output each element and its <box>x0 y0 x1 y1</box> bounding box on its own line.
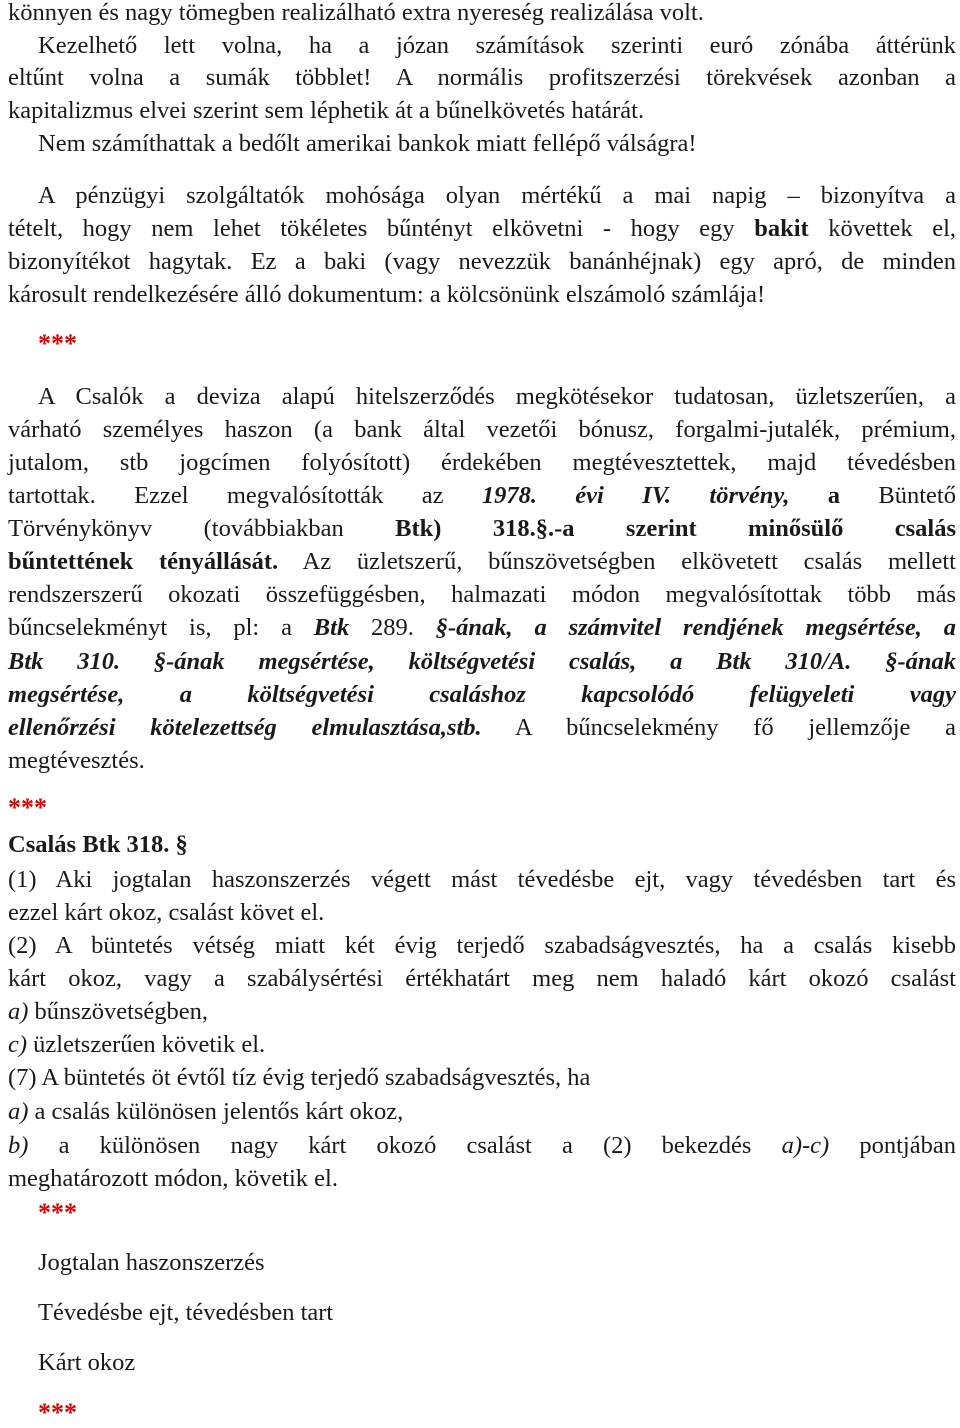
italic-span: c) <box>8 1031 28 1058</box>
text-line <box>8 1131 956 1161</box>
text-line <box>8 997 956 1027</box>
bold-italic-span: §-ának, a számvitel rendjének megsértése, a <box>435 614 956 641</box>
text-line: eltűnt volna a sumák többlet! A normális profitszerzési törekvések azonban a <box>8 64 956 91</box>
bold-span: §.-a szerint minősülő csalás <box>535 515 956 542</box>
text-line <box>8 1030 956 1060</box>
separator-stars: *** <box>38 329 77 358</box>
text-span: A bűncselekmény fő jellemzője a <box>481 714 956 741</box>
text-line <box>8 514 956 544</box>
text-span: tartottak. Ezzel megvalósították az <box>8 482 482 509</box>
bold-span: bűntettének tényállását. <box>8 548 279 575</box>
text-line: kapitalizmus elvei szerint sem léphetik át a bűnelkövetés határát. <box>8 97 645 124</box>
bold-italic-span: Btk <box>313 614 350 641</box>
text-line: megtévesztés. <box>8 747 145 774</box>
italic-span: a) <box>8 998 29 1025</box>
bold-span: bakit <box>754 215 809 242</box>
separator-stars: *** <box>38 1398 77 1427</box>
summary-item: Kárt okoz <box>38 1349 136 1376</box>
separator-stars: *** <box>38 1198 77 1227</box>
section-heading: Csalás Btk 318. § <box>8 831 188 858</box>
text-span: tételt, hogy nem lehet tökéletes bűntényt elkövetni - hogy egy <box>8 215 755 242</box>
text-line: könnyen és nagy tömegben realizálható extra nyereség realizálása volt. <box>8 0 704 26</box>
text-line <box>8 1097 956 1127</box>
italic-span: a)-c) <box>781 1132 830 1159</box>
text-line: Nem számíthattak a bedőlt amerikai bankok miatt fellépő válságra! <box>38 130 697 157</box>
text-line: rendszerszerű okozati összefüggésben, halmazati módon megvalósítottak több más <box>8 581 956 608</box>
text-span: pontjában <box>829 1132 956 1159</box>
text-line: ezzel kárt okoz, csalást követ el. <box>8 899 325 926</box>
text-line: (2) A büntetés vétség miatt két évig terjedő szabadságvesztés, ha a csalás kisebb <box>8 932 956 959</box>
bold-italic-span: 1978. évi IV. törvény, <box>481 482 790 509</box>
text-span: bűncselekményt is, pl: a <box>8 614 314 641</box>
text-line: várható személyes haszon (a bank által vezetői bónusz, forgalmi-jutalék, prémium, <box>8 416 956 443</box>
text-span: 289. <box>349 614 436 641</box>
text-line: A pénzügyi szolgáltatók mohósága olyan mértékű a mai napig – bizonyítva a <box>38 182 956 209</box>
text-line: Btk 310. §-ának megsértése, költségvetési csalás, a Btk 310/A. §-ának <box>8 648 956 675</box>
text-line: jutalom, stb jogcímen folyósított) érdekében megtévesztettek, majd tévedésben <box>8 449 956 476</box>
summary-item: Jogtalan haszonszerzés <box>38 1249 265 1276</box>
text-line <box>8 214 956 244</box>
text-line: bizonyítékot hagytak. Ez a baki (vagy nevezzük banánhéjnak) egy apró, de minden <box>8 248 956 275</box>
text-line: (7) A büntetés öt évtől tíz évig terjedő szabadságvesztés, ha <box>8 1064 591 1091</box>
text-span: Büntető <box>840 482 956 509</box>
text-line: károsult rendelkezésére álló dokumentum: a kölcsönünk elszámoló számlája! <box>8 281 766 308</box>
text-line <box>8 613 956 643</box>
text-span: követtek el, <box>808 215 956 242</box>
separator-stars: *** <box>8 793 47 822</box>
text-line: (1) Aki jogtalan haszonszerzés végett mást tévedésbe ejt, vagy tévedésben tart és <box>8 866 956 893</box>
text-span: Törvénykönyv (továbbiakban <box>8 515 396 542</box>
text-span: a különösen nagy kárt okozó csalást a (2) bekezdés <box>28 1132 782 1159</box>
summary-item: Tévedésbe ejt, tévedésben tart <box>38 1299 334 1326</box>
text-line: megsértése, a költségvetési csaláshoz kapcsolódó felügyeleti vagy <box>8 681 956 708</box>
text-span: bűnszövetségben, <box>28 998 209 1025</box>
text-line <box>8 481 956 511</box>
text-line <box>8 713 956 743</box>
italic-span: a) <box>8 1098 29 1125</box>
text-line: Kezelhető lett volna, ha a józan számítások szerinti euró zónába áttérünk <box>38 32 956 59</box>
bold-italic-span: ellenőrzési kötelezettség elmulasztása,stb. <box>8 714 482 741</box>
text-line: meghatározott módon, követik el. <box>8 1165 338 1192</box>
text-line: A Csalók a deviza alapú hitelszerződés megkötésekor tudatosan, üzletszerűen, a <box>38 383 956 410</box>
italic-span: b) <box>8 1132 29 1159</box>
text-span: a csalás különösen jelentős kárt okoz, <box>28 1098 404 1125</box>
bold-span: a <box>789 482 841 509</box>
text-span: Az üzletszerű, bűnszövetségben elkövetett csalás mellett <box>278 548 956 575</box>
text-line <box>8 547 956 577</box>
text-line: kárt okoz, vagy a szabálysértési értékhatárt meg nem haladó kárt okozó csalást <box>8 965 956 992</box>
text-span: üzletszerűen követik el. <box>27 1031 266 1058</box>
bold-span: Btk) 318. <box>395 515 536 542</box>
